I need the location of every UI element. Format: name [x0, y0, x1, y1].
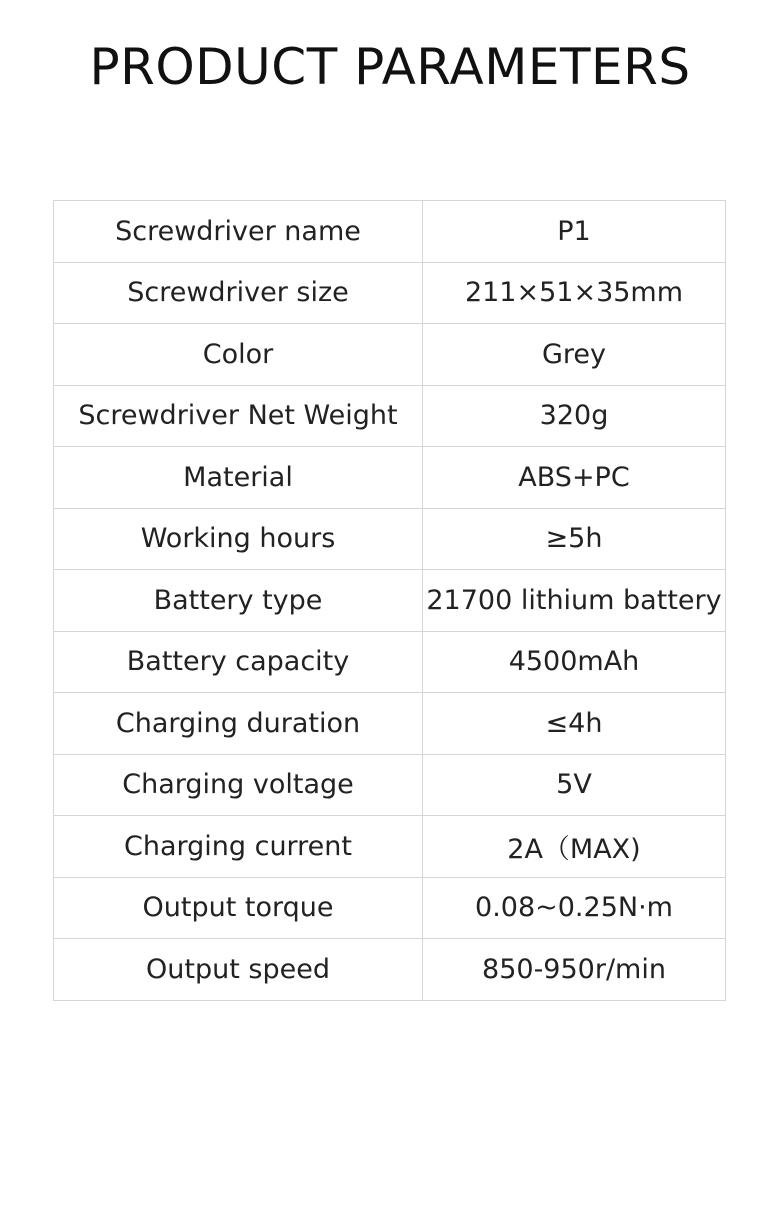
parameter-name: Charging current — [54, 816, 423, 878]
table-row — [54, 262, 726, 324]
parameter-name: Screwdriver size — [54, 262, 423, 324]
parameter-value: 320g — [423, 385, 726, 447]
parameter-name: Charging duration — [54, 693, 423, 755]
parameter-value: 5V — [423, 754, 726, 816]
parameter-value: 211×51×35mm — [423, 262, 726, 324]
table-row — [54, 570, 726, 632]
table-row — [54, 201, 726, 263]
page-title: PRODUCT PARAMETERS — [89, 38, 691, 96]
parameter-name: Working hours — [54, 508, 423, 570]
parameter-name: Charging voltage — [54, 754, 423, 816]
table-row — [54, 447, 726, 509]
table-row — [54, 816, 726, 878]
table-row — [54, 693, 726, 755]
parameter-value: ≥5h — [423, 508, 726, 570]
parameter-name: Material — [54, 447, 423, 509]
parameter-value: 2A（MAX) — [423, 816, 726, 878]
parameter-value: 4500mAh — [423, 631, 726, 693]
table-row — [54, 939, 726, 1001]
parameters-table — [53, 200, 726, 1001]
parameter-value: Grey — [423, 324, 726, 386]
parameter-name: Battery capacity — [54, 631, 423, 693]
table-row — [54, 508, 726, 570]
parameter-name: Color — [54, 324, 423, 386]
parameter-name: Screwdriver name — [54, 201, 423, 263]
parameter-value: 850-950r/min — [423, 939, 726, 1001]
table-row — [54, 631, 726, 693]
parameter-value: 0.08~0.25N·m — [423, 877, 726, 939]
table-row — [54, 385, 726, 447]
table-row — [54, 877, 726, 939]
parameter-value: ≤4h — [423, 693, 726, 755]
parameter-name: Battery type — [54, 570, 423, 632]
parameter-value: ABS+PC — [423, 447, 726, 509]
parameter-value: 21700 lithium battery — [423, 570, 726, 632]
parameter-name: Output torque — [54, 877, 423, 939]
table-row — [54, 754, 726, 816]
parameter-name: Screwdriver Net Weight — [54, 385, 423, 447]
parameter-value: P1 — [423, 201, 726, 263]
table-row — [54, 324, 726, 386]
parameter-name: Output speed — [54, 939, 423, 1001]
